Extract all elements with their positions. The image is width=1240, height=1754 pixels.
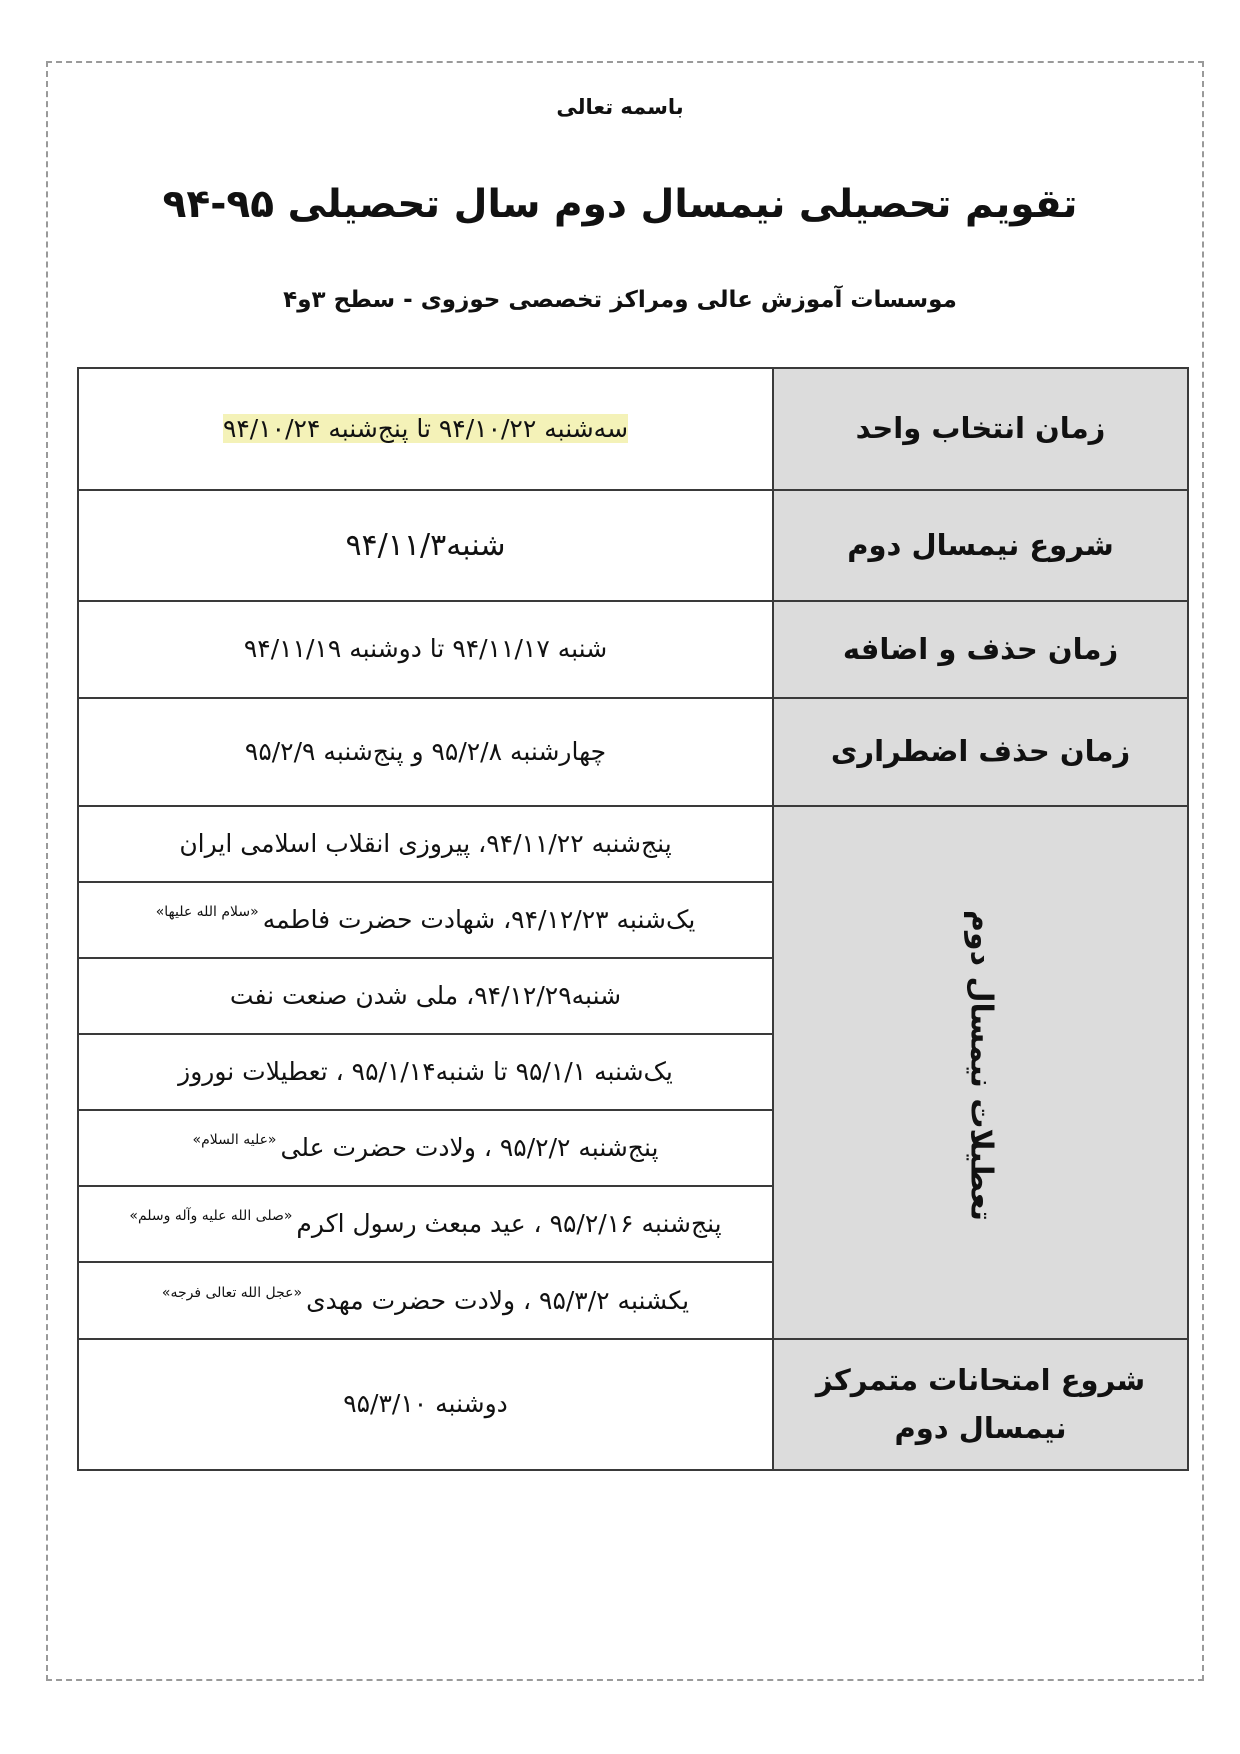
holiday-item [78,882,773,958]
page-subtitle: موسسات آموزش عالی ومراکز تخصصی حوزوی - سطح ۳و۴ [283,287,957,313]
row-value: شنبه ۹۴/۱۱/۱۷ تا دوشنبه ۹۴/۱۱/۱۹ [78,601,773,698]
table-row [78,1339,1188,1470]
honorific-note: «صلی الله علیه وآله وسلم» [129,1208,293,1225]
holiday-text: یکشنبه ۹۵/۳/۲ ، ولادت حضرت مهدی [306,1285,690,1315]
bismillah-heading: باسمه تعالی [556,95,684,119]
holiday-text: شنبه۹۴/۱۲/۲۹، ملی شدن صنعت نفت [229,980,622,1010]
table-row [78,490,1188,601]
row-value: دوشنبه ۹۵/۳/۱۰ [78,1339,773,1470]
holiday-row [78,806,1188,882]
holidays-label: تعطیلات نیمسال دوم [963,909,999,1221]
row-label: زمان انتخاب واحد [773,368,1188,490]
row-label-line: نیمسال دوم [894,1410,1067,1445]
holiday-item [78,1262,773,1339]
highlighted-date-range: سه‌شنبه ۹۴/۱۰/۲۲ تا پنج‌شنبه ۹۴/۱۰/۲۴ [222,413,629,443]
table-row [78,601,1188,698]
table-row [78,368,1188,490]
row-label: زمان حذف و اضافه [773,601,1188,698]
holiday-item [78,958,773,1034]
holidays-label-cell [773,806,1188,1339]
academic-calendar-table [77,367,1189,1471]
holiday-text: یک‌شنبه ۹۴/۱۲/۲۳، شهادت حضرت فاطمه [262,905,696,935]
row-label-line: شروع امتحانات متمرکز [815,1362,1146,1397]
page-title: تقویم تحصیلی نیمسال دوم سال تحصیلی ۹۵-۹۴ [162,182,1078,227]
holiday-item [78,1034,773,1110]
row-label: شروع نیمسال دوم [773,490,1188,601]
row-label [773,1339,1188,1470]
row-value: چهارشنبه ۹۵/۲/۸ و پنج‌شنبه ۹۵/۲/۹ [78,698,773,806]
table-row [78,698,1188,806]
honorific-note: «سلام الله علیها» [155,904,259,921]
row-value [78,368,773,490]
holiday-text: پنج‌شنبه ۹۵/۲/۱۶ ، عید مبعث رسول اکرم [296,1209,722,1239]
holiday-text: پنج‌شنبه ۹۵/۲/۲ ، ولادت حضرت علی [280,1133,659,1163]
honorific-note: «علیه السلام» [192,1132,277,1149]
row-label: زمان حذف اضطراری [773,698,1188,806]
holiday-item [78,1110,773,1186]
honorific-note: «عجل الله تعالی فرجه» [161,1284,303,1301]
holiday-text: پنج‌شنبه ۹۴/۱۱/۲۲، پیروزی انقلاب اسلامی ایران [179,828,672,858]
holiday-item [78,1186,773,1262]
row-value: شنبه۹۴/۱۱/۳ [78,490,773,601]
holiday-text: یک‌شنبه ۹۵/۱/۱ تا شنبه۹۵/۱/۱۴ ، تعطیلات نوروز [178,1056,673,1086]
holiday-item [78,806,773,882]
